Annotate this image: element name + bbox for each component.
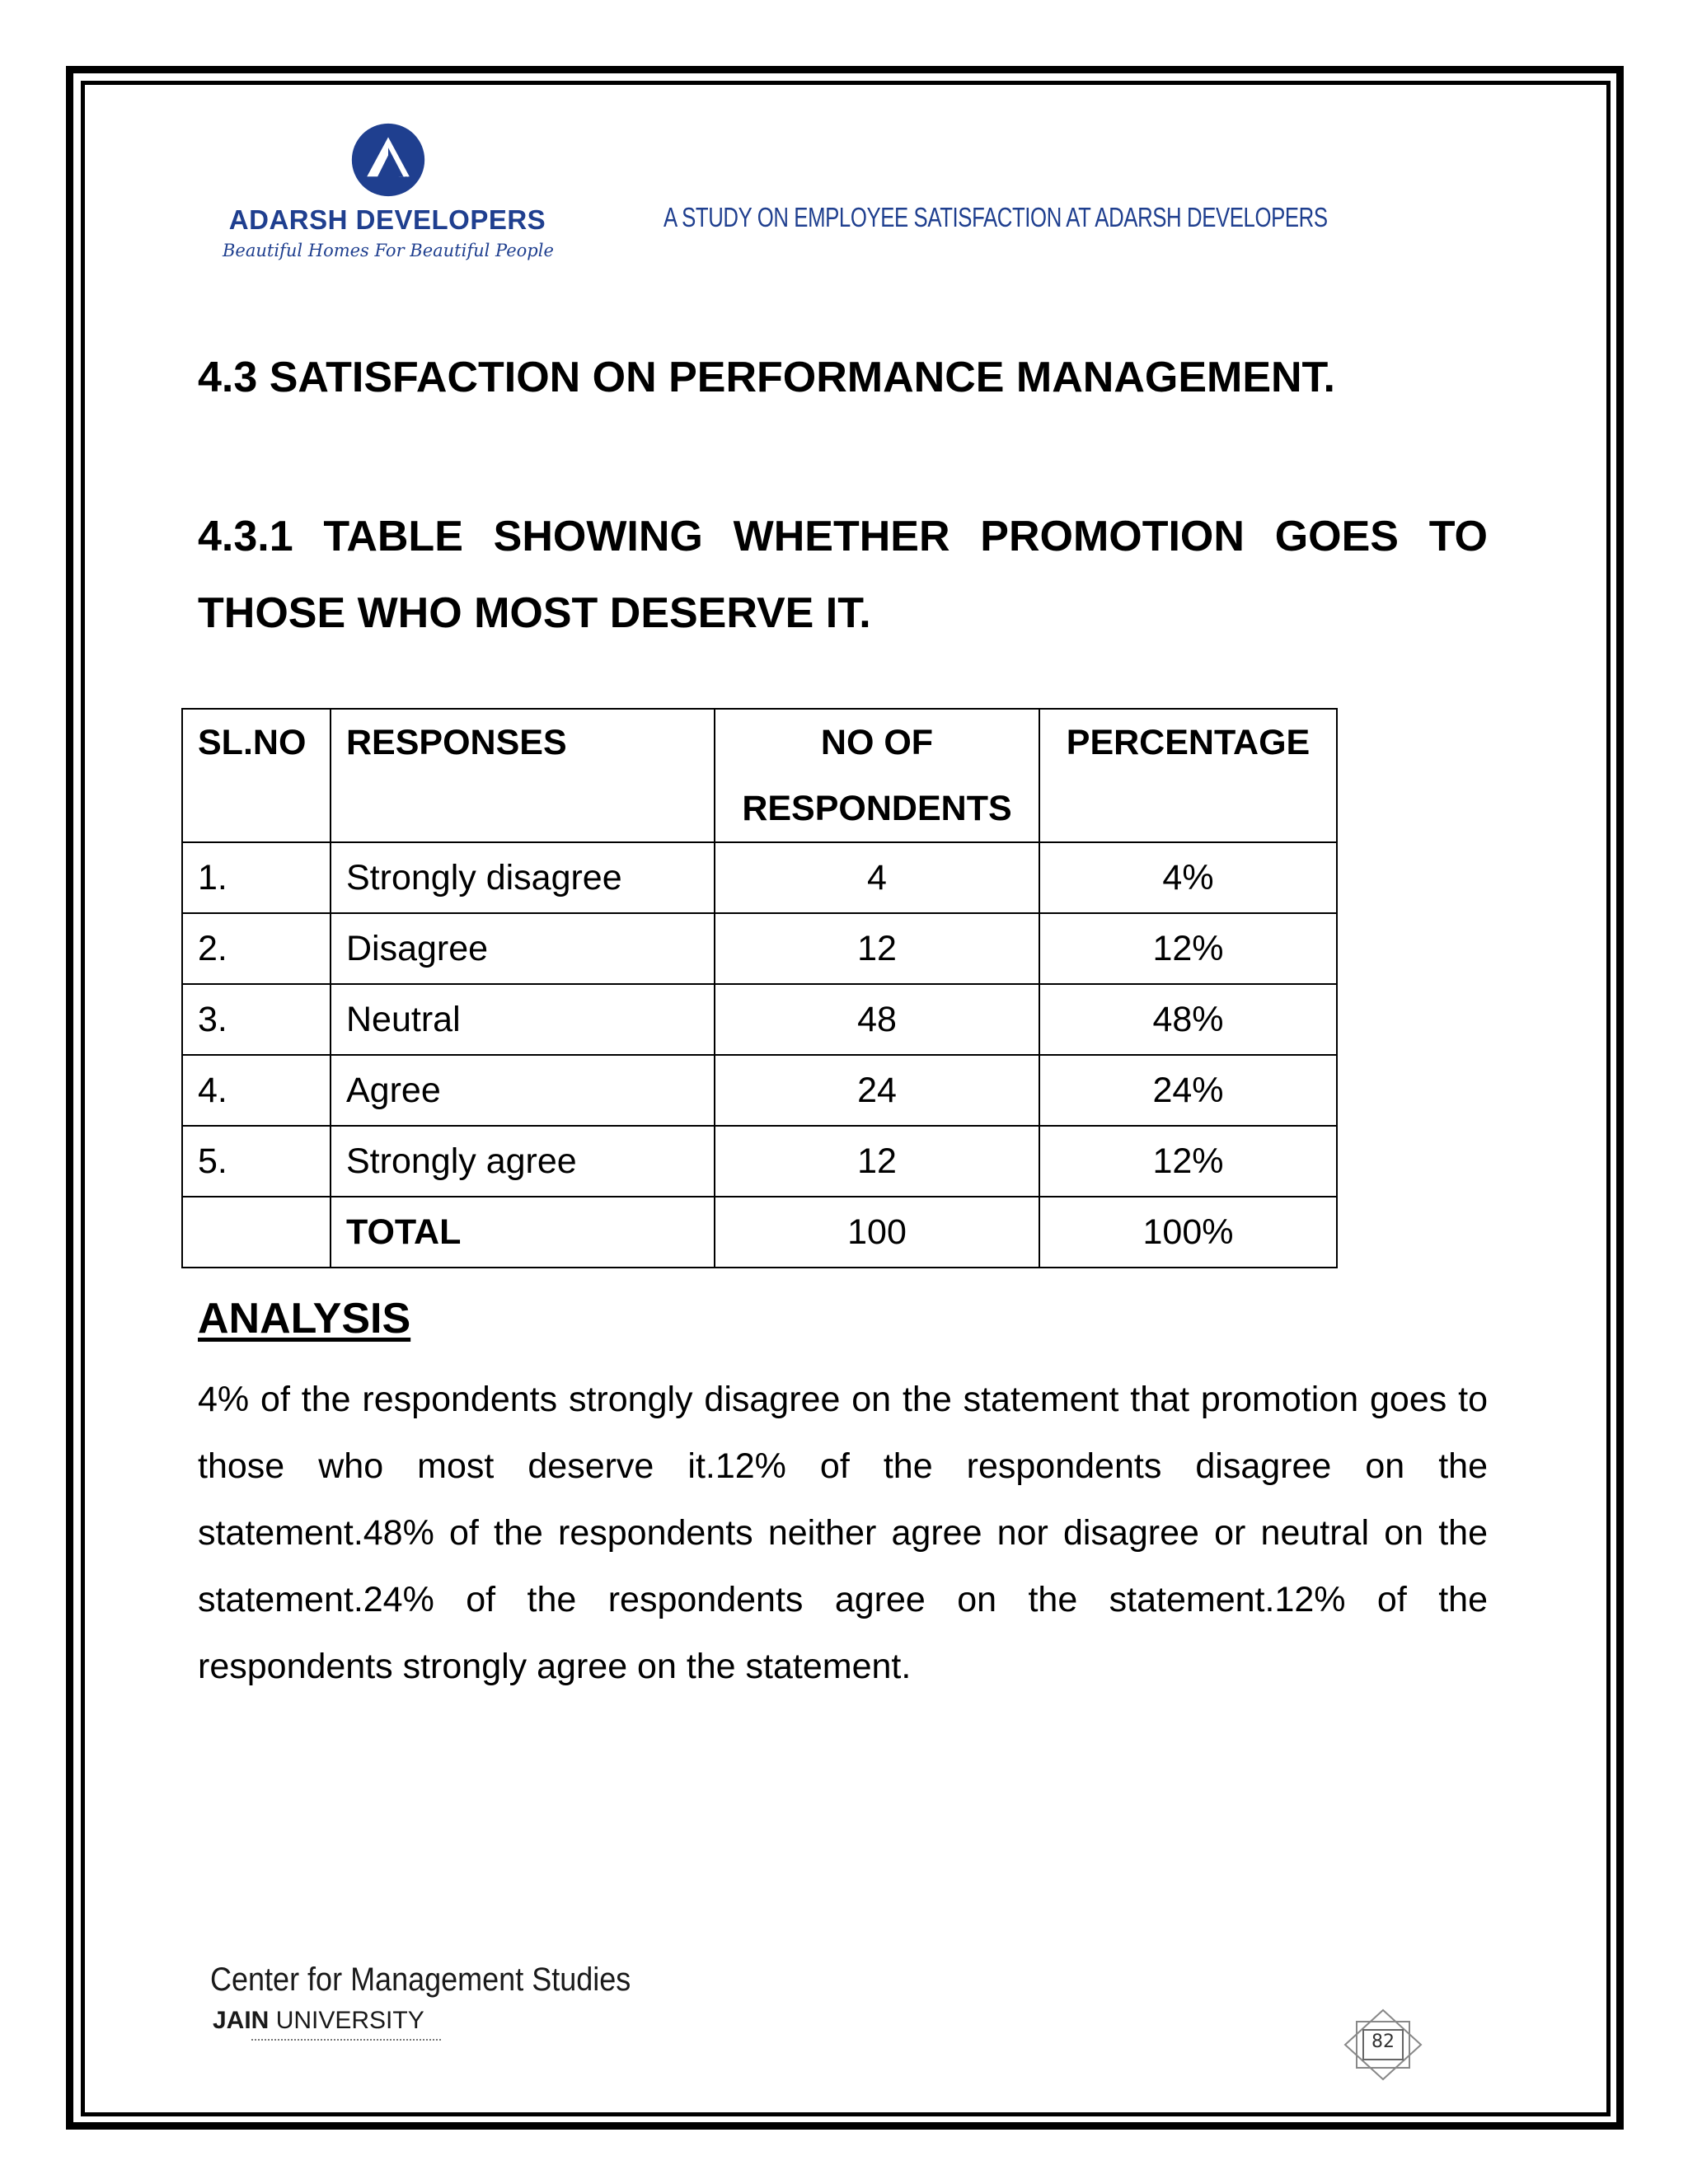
adarsh-mountain-logo-icon xyxy=(350,122,426,198)
cell-response: Strongly disagree xyxy=(331,842,715,913)
table-row xyxy=(182,842,1337,913)
header-percentage: PERCENTAGE xyxy=(1039,709,1337,842)
table-row xyxy=(182,913,1337,984)
cell-sl xyxy=(182,1197,331,1268)
cell-count: 48 xyxy=(715,984,1039,1055)
header-no-of-line2: RESPONDENTS xyxy=(742,789,1012,828)
footer-university-rest: UNIVERSITY xyxy=(269,2007,424,2034)
table-row xyxy=(182,1055,1337,1126)
header-sl-no: SL.NO xyxy=(182,709,331,842)
table-total-row xyxy=(182,1197,1337,1268)
footer-institution: Center for Management Studies xyxy=(210,1961,631,1998)
cell-count: 12 xyxy=(715,1126,1039,1197)
table-header-row xyxy=(182,709,1337,842)
cell-percentage: 4% xyxy=(1039,842,1337,913)
analysis-paragraph: 4% of the respondents strongly disagree on the statement that promotion goes to those who most deserve it.12% of the respondents disagree on the statement.48% of the respondents neither agree nor disagree or neutral on the statement.24% of the respondents agree on the statement.12% of the respondents strongly agree on the statement. xyxy=(198,1380,1488,1686)
cell-count: 4 xyxy=(715,842,1039,913)
header-responses: RESPONSES xyxy=(331,709,715,842)
cell-count: 12 xyxy=(715,913,1039,984)
cell-sl: 4. xyxy=(182,1055,331,1126)
cell-percentage: 12% xyxy=(1039,1126,1337,1197)
footer-university xyxy=(213,2007,424,2035)
section-title: 4.3 SATISFACTION ON PERFORMANCE MANAGEMENT. xyxy=(198,354,1336,401)
cell-total-label: TOTAL xyxy=(331,1197,715,1268)
page-number: 82 xyxy=(1372,2032,1395,2052)
company-name: ADARSH DEVELOPERS xyxy=(228,204,546,235)
cell-percentage: 12% xyxy=(1039,913,1337,984)
cell-response: Neutral xyxy=(331,984,715,1055)
company-tagline: Beautiful Homes For Beautiful People xyxy=(223,241,554,260)
header-no-of-respondents xyxy=(715,709,1039,842)
analysis-heading: ANALYSIS xyxy=(198,1295,411,1343)
cell-sl: 2. xyxy=(182,913,331,984)
responses-table xyxy=(181,708,1338,1268)
cell-sl: 1. xyxy=(182,842,331,913)
cell-percentage: 48% xyxy=(1039,984,1337,1055)
cell-response: Agree xyxy=(331,1055,715,1126)
footer-university-bold: JAIN xyxy=(213,2007,270,2034)
cell-count: 24 xyxy=(715,1055,1039,1126)
cell-response: Disagree xyxy=(331,913,715,984)
cell-sl: 3. xyxy=(182,984,331,1055)
footer-university-fineprint xyxy=(251,2039,441,2043)
header-no-of-line1: NO OF xyxy=(820,723,934,762)
running-title: A STUDY ON EMPLOYEE SATISFACTION AT ADARSH DEVELOPERS xyxy=(663,202,1328,232)
cell-response: Strongly agree xyxy=(331,1126,715,1197)
cell-percentage: 24% xyxy=(1039,1055,1337,1126)
cell-total-percentage: 100% xyxy=(1039,1197,1337,1268)
table-row xyxy=(182,1126,1337,1197)
table-row xyxy=(182,984,1337,1055)
table-caption: 4.3.1 TABLE SHOWING WHETHER PROMOTION GOES TO THOSE WHO MOST DESERVE IT. xyxy=(198,513,1488,637)
cell-sl: 5. xyxy=(182,1126,331,1197)
company-logo xyxy=(223,115,552,272)
cell-total-count: 100 xyxy=(715,1197,1039,1268)
page-number-badge xyxy=(1343,2008,1423,2081)
